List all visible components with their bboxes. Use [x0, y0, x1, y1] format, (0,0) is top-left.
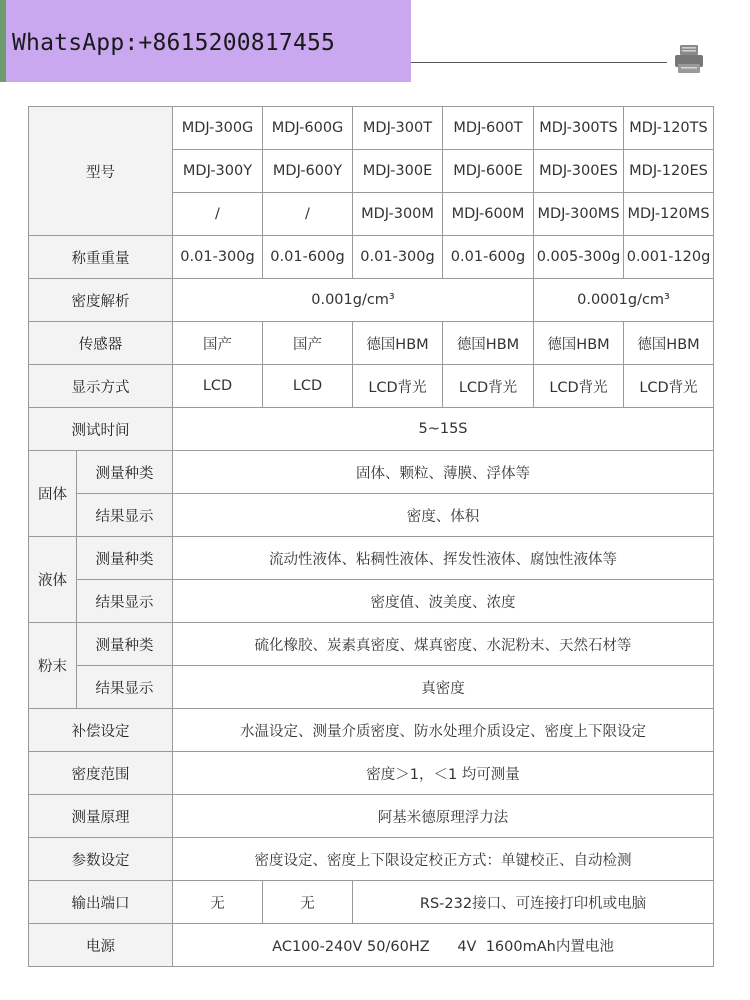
output-value: RS-232接口、可连接打印机或电脑 — [353, 881, 714, 924]
sensor-cell: 德国HBM — [443, 322, 534, 365]
compensation-label: 补偿设定 — [29, 709, 173, 752]
powder-result-value: 真密度 — [173, 666, 714, 709]
model-label: 型号 — [29, 107, 173, 236]
powder-measure-label: 测量种类 — [77, 623, 173, 666]
model-cell: / — [173, 193, 263, 236]
table-row — [29, 709, 714, 752]
weighing-cell: 0.01-600g — [443, 236, 534, 279]
table-row — [29, 494, 714, 537]
model-cell: MDJ-600E — [443, 150, 534, 193]
display-cell: LCD背光 — [443, 365, 534, 408]
solid-result-label: 结果显示 — [77, 494, 173, 537]
table-row — [29, 451, 714, 494]
model-cell: / — [263, 193, 353, 236]
watermark-text: WhatsApp:+8615200817455 — [12, 30, 336, 56]
model-cell: MDJ-120TS — [624, 107, 714, 150]
model-cell: MDJ-300M — [353, 193, 443, 236]
output-value: 无 — [263, 881, 353, 924]
printer-icon[interactable] — [672, 42, 706, 76]
table-row — [29, 924, 714, 967]
table-row — [29, 838, 714, 881]
model-cell: MDJ-300TS — [534, 107, 624, 150]
powder-result-label: 结果显示 — [77, 666, 173, 709]
table-row — [29, 580, 714, 623]
model-cell: MDJ-300MS — [534, 193, 624, 236]
density-resolution-value: 0.001g/cm³ — [173, 279, 534, 322]
sensor-cell: 国产 — [263, 322, 353, 365]
parameters-label: 参数设定 — [29, 838, 173, 881]
weighing-cell: 0.001-120g — [624, 236, 714, 279]
table-row — [29, 623, 714, 666]
density-resolution-label: 密度解析 — [29, 279, 173, 322]
solid-measure-value: 固体、颗粒、薄膜、浮体等 — [173, 451, 714, 494]
test-time-label: 测试时间 — [29, 408, 173, 451]
display-cell: LCD — [263, 365, 353, 408]
model-cell: MDJ-600M — [443, 193, 534, 236]
display-cell: LCD背光 — [534, 365, 624, 408]
liquid-measure-value: 流动性液体、粘稠性液体、挥发性液体、腐蚀性液体等 — [173, 537, 714, 580]
solid-label: 固体 — [29, 451, 77, 537]
weighing-label: 称重重量 — [29, 236, 173, 279]
density-range-label: 密度范围 — [29, 752, 173, 795]
banner-edge — [0, 0, 6, 82]
density-resolution-value: 0.0001g/cm³ — [534, 279, 714, 322]
table-row — [29, 322, 714, 365]
display-label: 显示方式 — [29, 365, 173, 408]
weighing-cell: 0.01-600g — [263, 236, 353, 279]
sensor-label: 传感器 — [29, 322, 173, 365]
parameters-value: 密度设定、密度上下限设定校正方式：单键校正、自动检测 — [173, 838, 714, 881]
model-cell: MDJ-300T — [353, 107, 443, 150]
table-row — [29, 365, 714, 408]
sensor-cell: 国产 — [173, 322, 263, 365]
display-cell: LCD背光 — [353, 365, 443, 408]
spec-table — [28, 106, 714, 967]
table-row — [29, 408, 714, 451]
principle-value: 阿基米德原理浮力法 — [173, 795, 714, 838]
model-cell: MDJ-300G — [173, 107, 263, 150]
liquid-result-value: 密度值、波美度、浓度 — [173, 580, 714, 623]
power-value: AC100-240V 50/60HZ 4V 1600mAh内置电池 — [173, 924, 714, 967]
table-row — [29, 279, 714, 322]
model-cell: MDJ-300E — [353, 150, 443, 193]
table-row — [29, 881, 714, 924]
model-cell: MDJ-600G — [263, 107, 353, 150]
output-value: 无 — [173, 881, 263, 924]
sensor-cell: 德国HBM — [534, 322, 624, 365]
model-cell: MDJ-300Y — [173, 150, 263, 193]
liquid-measure-label: 测量种类 — [77, 537, 173, 580]
density-range-value: 密度＞1，＜1 均可测量 — [173, 752, 714, 795]
powder-label: 粉末 — [29, 623, 77, 709]
table-row — [29, 795, 714, 838]
powder-measure-value: 硫化橡胶、炭素真密度、煤真密度、水泥粉末、天然石材等 — [173, 623, 714, 666]
weighing-cell: 0.01-300g — [173, 236, 263, 279]
model-cell: MDJ-600T — [443, 107, 534, 150]
output-label: 输出端口 — [29, 881, 173, 924]
table-row — [29, 236, 714, 279]
header-divider — [411, 62, 667, 63]
solid-measure-label: 测量种类 — [77, 451, 173, 494]
model-cell: MDJ-600Y — [263, 150, 353, 193]
principle-label: 测量原理 — [29, 795, 173, 838]
model-cell: MDJ-120ES — [624, 150, 714, 193]
sensor-cell: 德国HBM — [624, 322, 714, 365]
compensation-value: 水温设定、测量介质密度、防水处理介质设定、密度上下限设定 — [173, 709, 714, 752]
sensor-cell: 德国HBM — [353, 322, 443, 365]
model-cell: MDJ-300ES — [534, 150, 624, 193]
test-time-value: 5~15S — [173, 408, 714, 451]
table-row — [29, 107, 714, 150]
power-label: 电源 — [29, 924, 173, 967]
table-row — [29, 752, 714, 795]
weighing-cell: 0.005-300g — [534, 236, 624, 279]
liquid-result-label: 结果显示 — [77, 580, 173, 623]
model-cell: MDJ-120MS — [624, 193, 714, 236]
display-cell: LCD — [173, 365, 263, 408]
table-row — [29, 666, 714, 709]
solid-result-value: 密度、体积 — [173, 494, 714, 537]
table-row — [29, 537, 714, 580]
display-cell: LCD背光 — [624, 365, 714, 408]
watermark-banner — [0, 0, 411, 82]
liquid-label: 液体 — [29, 537, 77, 623]
weighing-cell: 0.01-300g — [353, 236, 443, 279]
